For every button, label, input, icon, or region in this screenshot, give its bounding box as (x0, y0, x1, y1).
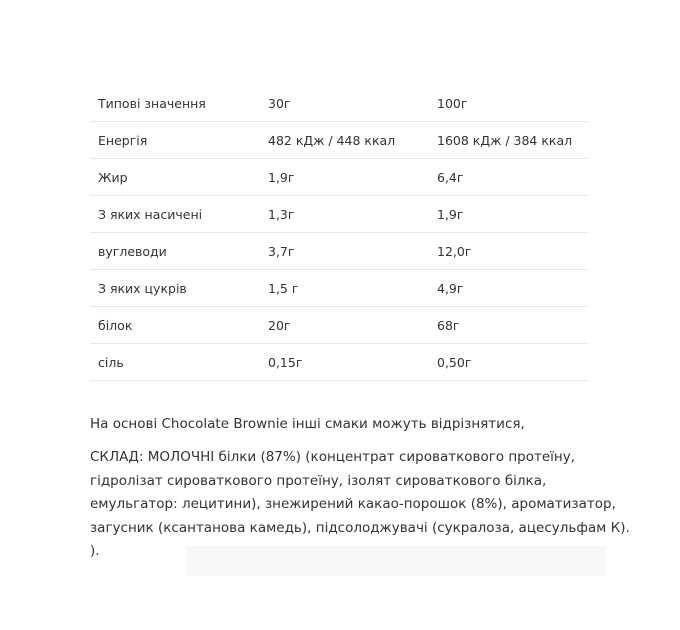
row-value-100g: 1608 кДж / 384 ккал (429, 122, 588, 159)
row-value-30g: 482 кДж / 448 ккал (260, 122, 429, 159)
header-30g: 30г (260, 85, 429, 122)
ingredients-line: СКЛАД: МОЛОЧНІ білки (87%) (концентрат сироваткового протеїну, (90, 449, 576, 465)
row-value-100g: 4,9г (429, 270, 588, 307)
row-value-100g: 12,0г (429, 233, 588, 270)
flavor-note: На основі Chocolate Brownie інші смаки можуть відрізнятися, (90, 416, 525, 432)
row-value-30g: 1,5 г (260, 270, 429, 307)
row-label: Енергія (90, 122, 260, 159)
row-value-100g: 0,50г (429, 344, 588, 381)
table-row (90, 270, 588, 307)
row-label: З яких цукрів (90, 270, 260, 307)
nutrition-table (90, 85, 588, 381)
ingredients-line: гідролізат сироваткового протеїну, ізолят сироваткового білка, (90, 472, 547, 489)
table-row (90, 344, 588, 381)
table-row (90, 196, 588, 233)
ingredients-line: ). (90, 543, 100, 559)
table-row (90, 307, 588, 344)
row-label: Жир (90, 159, 260, 196)
header-label: Типові значення (90, 85, 260, 122)
row-label: білок (90, 307, 260, 344)
row-value-30g: 3,7г (260, 233, 429, 270)
grey-panel (186, 546, 606, 576)
row-value-100g: 1,9г (429, 196, 588, 233)
table-header-row (90, 85, 588, 122)
row-label: сіль (90, 344, 260, 381)
ingredients-line: загусник (ксантанова камедь), підсолоджувачі (сукралоза, ацесульфам К). (90, 519, 630, 536)
row-label: вуглеводи (90, 233, 260, 270)
header-100g: 100г (429, 85, 588, 122)
table-row (90, 122, 588, 159)
row-value-100g: 68г (429, 307, 588, 344)
table-row (90, 233, 588, 270)
row-value-30g: 1,9г (260, 159, 429, 196)
row-value-30g: 1,3г (260, 196, 429, 233)
row-value-30g: 20г (260, 307, 429, 344)
row-label: З яких насичені (90, 196, 260, 233)
row-value-100g: 6,4г (429, 159, 588, 196)
table-row (90, 159, 588, 196)
row-value-30g: 0,15г (260, 344, 429, 381)
ingredients-line: емульгатор: лецитини), знежирений какао-порошок (8%), ароматизатор, (90, 496, 616, 512)
